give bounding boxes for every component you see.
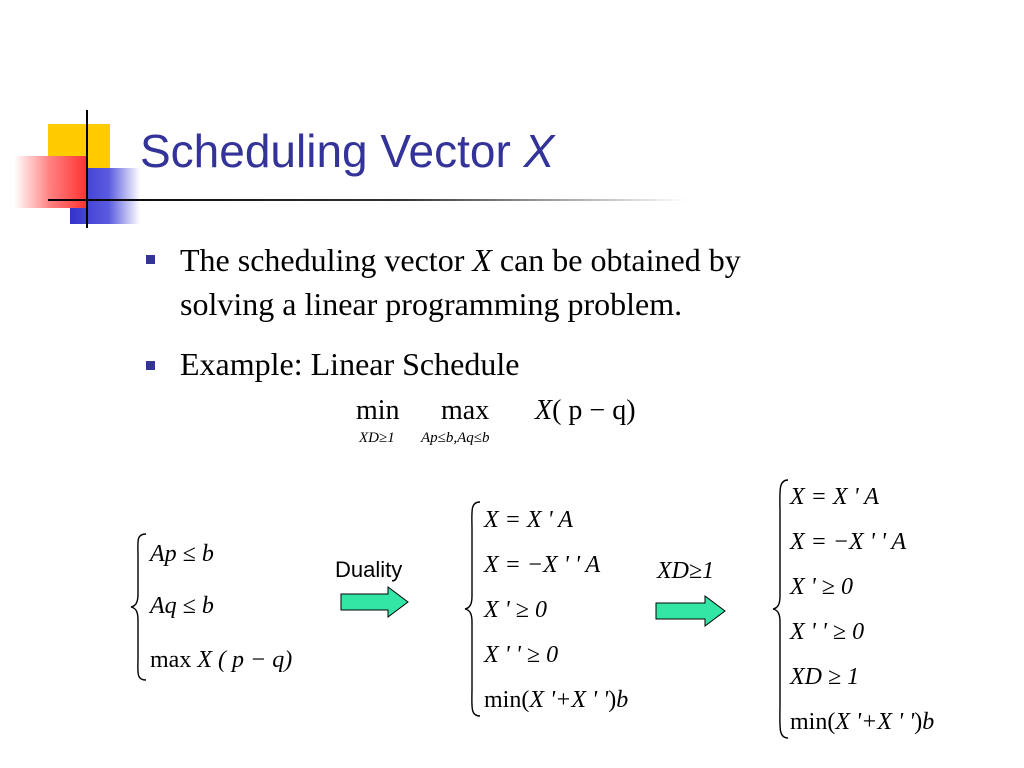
objective-min: min xyxy=(356,395,400,426)
right-eq-3: X ' ≥ 0 xyxy=(790,574,853,600)
right-eq-2: X = −X ' ' A xyxy=(790,529,907,555)
right-system-brace xyxy=(770,478,792,740)
objective-expr-var: X xyxy=(535,395,553,426)
right-eq-6-vars: X '+X ' ' xyxy=(835,709,915,735)
middle-eq-5 xyxy=(484,688,628,712)
right-eq-6-b: b xyxy=(922,709,935,735)
right-eq-4: X ' ' ≥ 0 xyxy=(790,619,865,645)
xd-arrow-icon xyxy=(655,595,727,627)
middle-eq-5-min: min( xyxy=(484,687,530,713)
middle-eq-5-paren: ) xyxy=(608,687,617,713)
decor-vertical-line xyxy=(86,110,88,228)
decor-corner-graphic xyxy=(0,100,140,230)
objective-expr-rest: ( p − q) xyxy=(552,395,636,426)
bullet-1-text-b: can be obtained by xyxy=(491,242,741,278)
left-eq-3-rest: ( p − q) xyxy=(212,647,293,673)
middle-eq-1: X = X ' A xyxy=(484,507,573,533)
left-eq-3 xyxy=(150,648,292,672)
title-rule xyxy=(48,199,688,201)
objective-max: max xyxy=(441,395,490,426)
right-eq-6-paren: ) xyxy=(914,709,923,735)
middle-eq-2: X = −X ' ' A xyxy=(484,552,601,578)
right-eq-6 xyxy=(790,710,934,734)
bullet-text-2: Example: Linear Schedule xyxy=(180,346,520,382)
bullet-marker-1 xyxy=(146,255,155,264)
middle-eq-4: X ' ' ≥ 0 xyxy=(484,642,559,668)
title-var: X xyxy=(523,125,555,177)
middle-eq-3: X ' ≥ 0 xyxy=(484,597,547,623)
bullet-1-text-a: The scheduling vector xyxy=(180,242,473,278)
middle-system-brace xyxy=(462,500,484,718)
left-eq-1: Ap ≤ b xyxy=(150,541,214,567)
bullet-text-1 xyxy=(180,238,741,326)
right-eq-6-min: min( xyxy=(790,709,836,735)
left-eq-3-max: max xyxy=(150,647,198,673)
title-text: Scheduling Vector xyxy=(140,125,524,177)
left-eq-2: Aq ≤ b xyxy=(150,593,214,619)
xd-constraint-label: XD≥1 xyxy=(657,558,715,584)
objective-max-subscript: Ap≤b,Aq≤b xyxy=(421,430,490,446)
middle-eq-5-vars: X '+X ' ' xyxy=(529,687,609,713)
right-eq-5: XD ≥ 1 xyxy=(790,664,860,690)
duality-arrow-icon xyxy=(340,586,410,618)
duality-label: Duality xyxy=(335,557,403,582)
right-eq-1: X = X ' A xyxy=(790,484,879,510)
bullet-1-line-2: solving a linear programming problem. xyxy=(180,286,683,322)
left-eq-3-var: X xyxy=(197,647,212,673)
objective-expression xyxy=(535,395,636,427)
slide-title xyxy=(140,125,555,177)
middle-eq-5-b: b xyxy=(616,687,629,713)
bullet-marker-2 xyxy=(146,361,155,370)
left-system-brace xyxy=(128,532,150,682)
objective-min-subscript: XD≥1 xyxy=(359,430,395,446)
bullet-1-var: X xyxy=(472,242,492,278)
